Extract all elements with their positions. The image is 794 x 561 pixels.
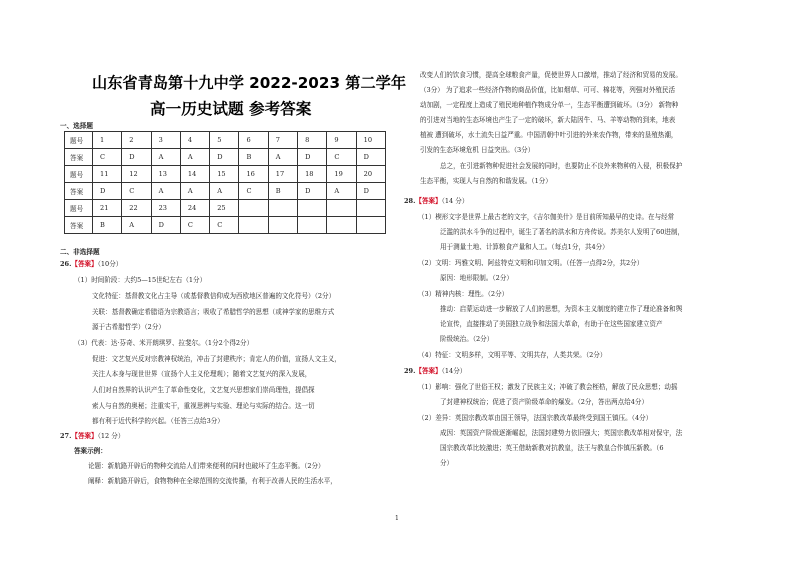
- q28-line: （1）楔形文字是世界上最古老的文字，《吉尔伽美什》是目前所知最早的史诗。在与经常: [418, 213, 675, 221]
- q27-continued-line: 引发的生态环境危机 日益突出。（3分）: [420, 146, 535, 154]
- table-number-cell: 20: [356, 166, 385, 183]
- q27-number: 27.: [60, 432, 72, 440]
- q29-line: 成因：英国资产阶级逐渐崛起，法国封建势力依旧强大；英国宗教改革相对保守，法: [440, 429, 683, 437]
- table-answer-cell: A: [327, 183, 356, 200]
- q26-line: 人们对自然界的认识产生了革命性变化，文艺复兴思想家们崇尚理性，提倡探: [92, 386, 315, 394]
- table-answer-cell: A: [268, 149, 297, 166]
- table-number-cell: 19: [327, 166, 356, 183]
- table-answer-cell: D: [298, 183, 327, 200]
- table-number-cell: 21: [93, 200, 122, 217]
- q28-score: （14 分）: [441, 197, 469, 205]
- table-answer-cell: C: [239, 183, 268, 200]
- document-subtitle: 高一历史试题 参考答案: [150, 100, 312, 118]
- table-row-label-answer: 答案: [65, 183, 93, 200]
- table-answer-cell: [356, 217, 385, 234]
- q27-continued-line: 生态平衡，实现人与自然的和谐发展。（1分）: [420, 177, 552, 185]
- q27-continued-line: 植被 遭到破坏，水土流失日益严重。中国清朝中叶引进的外来农作物，带来的垦殖热潮，: [420, 131, 678, 139]
- table-number-row: [65, 166, 386, 183]
- q27-continued-line: 的引进对当地的生态环境也产生了一定的破坏，新大陆因牛、马、羊等动物的到来，地表: [420, 116, 676, 124]
- q29-line: 分）: [440, 459, 454, 467]
- table-number-cell: 11: [93, 166, 122, 183]
- q27-continued-line: （3分） 为了追求一些经济作物的商品价值，比如烟草、可可、棉花等，列强对外殖民活: [420, 86, 676, 94]
- q29-line: （1）影响：强化了世俗王权；激发了民族主义；冲破了教会桎梏，解放了民众思想；动摇: [418, 383, 678, 391]
- q29-score: （14分）: [441, 367, 467, 375]
- table-number-cell: 2: [122, 132, 151, 149]
- table-number-row: [65, 200, 386, 217]
- table-row-label-number: 题号: [65, 200, 93, 217]
- table-row-label-number: 题号: [65, 166, 93, 183]
- q26-line: （3）代表：达·芬奇、米开朗琪罗、拉斐尔。（1分2个得2分）: [74, 339, 254, 347]
- table-answer-cell: B: [93, 217, 122, 234]
- q26-line: 关注人本身与现世世界（宣扬个人主义伦理观）；随着文艺复兴的深入发展，: [92, 370, 312, 378]
- table-answer-cell: C: [180, 217, 209, 234]
- q28-line: （4）特征：文明多样，文明平等、文明共存，人类共荣。（2分）: [418, 351, 607, 359]
- q28-line: 原因：地形限制。（2分）: [440, 274, 513, 282]
- table-number-cell: 7: [268, 132, 297, 149]
- table-number-cell: 4: [180, 132, 209, 149]
- table-answer-cell: A: [151, 183, 180, 200]
- q28-line: 论宣传，直接推动了美国独立战争和法国大革命，有助于在这些国家建立资产: [440, 320, 663, 328]
- table-number-cell: 22: [122, 200, 151, 217]
- table-answer-cell: B: [268, 183, 297, 200]
- q27-example-label: 答案示例：: [74, 447, 107, 455]
- table-answer-cell: C: [327, 149, 356, 166]
- table-number-cell: 6: [239, 132, 268, 149]
- table-number-cell: 10: [356, 132, 385, 149]
- q29-number: 29.: [404, 367, 416, 375]
- table-number-cell: 3: [151, 132, 180, 149]
- q27-continued-line: 动加剧，一定程度上造成了殖民地种植作物成分单一，生态平衡遭到破坏。（3分） 新物种: [420, 101, 679, 109]
- table-answer-cell: D: [210, 149, 239, 166]
- q26-line: （1）时间阶段：大约5—15世纪左右（1分）: [74, 276, 207, 284]
- q28-line: 阶级统治。（2分）: [440, 335, 494, 343]
- q26-line: 源于古希腊哲学）（2分）: [92, 323, 165, 331]
- document-title: 山东省青岛第十九中学 2022-2023 第二学年: [92, 74, 407, 92]
- table-number-row: [65, 132, 386, 149]
- table-answer-cell: C: [93, 149, 122, 166]
- table-number-cell: 13: [151, 166, 180, 183]
- q28-line: 泛滥的洪水斗争的过程中，诞生了著名的洪水和方舟传说。苏美尔人发明了60进制，: [440, 228, 685, 236]
- table-answer-cell: D: [356, 183, 385, 200]
- q26-line: 关联：基督教确定希腊语为宗教语言；吸收了希腊哲学的思想（或神学家的思维方式: [92, 308, 335, 316]
- table-number-cell: 16: [239, 166, 268, 183]
- table-answer-cell: [298, 217, 327, 234]
- table-answer-cell: [239, 217, 268, 234]
- table-number-cell: [356, 200, 385, 217]
- table-answer-cell: D: [122, 149, 151, 166]
- table-row-label-answer: 答案: [65, 217, 93, 234]
- q29-line: 国宗教改革比较激进；英王借助新教对抗教皇，法王与教皇合作镇压新教。（6: [440, 444, 664, 452]
- section-choice-heading: 一、选择题: [60, 122, 93, 130]
- q26-answer-tag: 【答案】: [71, 260, 98, 268]
- q29-line: （2）差异：英国宗教改革由国王领导，法国宗教改革最终受到国王镇压。（4分）: [418, 414, 653, 422]
- table-answer-row: [65, 149, 386, 166]
- q27-score: （12 分）: [97, 432, 125, 440]
- q27-line: 阐释：新航路开辟后，食物物种在全球范围的交流传播，有利于改善人民的生活水平，: [88, 477, 337, 485]
- table-number-cell: [327, 200, 356, 217]
- table-number-cell: [239, 200, 268, 217]
- table-answer-cell: [327, 217, 356, 234]
- table-answer-cell: C: [122, 183, 151, 200]
- q28-answer-tag: 【答案】: [415, 197, 442, 205]
- table-answer-cell: C: [210, 217, 239, 234]
- table-row-label-number: 题号: [65, 132, 93, 149]
- q29-line: 了封建神权统治；促进了资产阶级革命的爆发。（2分，答出两点给4分）: [440, 398, 649, 406]
- table-number-cell: 17: [268, 166, 297, 183]
- table-number-cell: [298, 200, 327, 217]
- q27-continued-line: 总之，在引进新物种促进社会发展的同时，也要防止不良外来物种的入侵，积极保护: [440, 162, 683, 170]
- q27-heading: [60, 432, 124, 440]
- table-answer-cell: A: [122, 217, 151, 234]
- table-number-cell: 23: [151, 200, 180, 217]
- table-answer-cell: D: [356, 149, 385, 166]
- q28-number: 28.: [404, 197, 416, 205]
- q28-heading: [404, 197, 468, 205]
- table-answer-cell: D: [93, 183, 122, 200]
- table-number-cell: 15: [210, 166, 239, 183]
- q26-heading: [60, 260, 122, 268]
- q26-line: 都有利于近代科学的兴起。（任答三点给3分）: [92, 417, 224, 425]
- q26-line: 促进：文艺复兴反对宗教神权统治，冲击了封建秩序；肯定人的价值，宣扬人文主义，: [92, 355, 341, 363]
- section-open-heading: 二、非选择题: [60, 248, 100, 256]
- q28-line: （3）精神内核：理性。（2分）: [418, 290, 509, 298]
- table-answer-row: [65, 217, 386, 234]
- table-answer-cell: B: [239, 149, 268, 166]
- table-number-cell: 9: [327, 132, 356, 149]
- table-answer-cell: A: [180, 149, 209, 166]
- q26-number: 26.: [60, 260, 72, 268]
- table-answer-row: [65, 183, 386, 200]
- table-answer-cell: D: [151, 217, 180, 234]
- q29-answer-tag: 【答案】: [415, 367, 442, 375]
- table-answer-cell: A: [151, 149, 180, 166]
- table-number-cell: 25: [210, 200, 239, 217]
- table-number-cell: 12: [122, 166, 151, 183]
- table-number-cell: 24: [180, 200, 209, 217]
- table-number-cell: 18: [298, 166, 327, 183]
- q27-line: 论题：新航路开辟后的物种交流给人们带来便利的同时也破坏了生态平衡。（2分）: [88, 462, 325, 470]
- table-answer-cell: A: [180, 183, 209, 200]
- q26-line: 文化特征：基督教文化占主导（或基督教信仰成为西欧地区普遍的文化符号）（2分）: [92, 292, 336, 300]
- table-row-label-answer: 答案: [65, 149, 93, 166]
- answer-table: [64, 131, 386, 234]
- page-number: 1: [395, 515, 399, 522]
- q27-continued-line: 改变人们的饮食习惯，提高全球粮食产量，促使世界人口激增，推动了经济和贸易的发展。: [420, 71, 682, 79]
- q26-line: 索人与自然的奥秘；注重实干，重视思辨与实验、理论与实际的结合。这一切: [92, 402, 315, 410]
- table-number-cell: 8: [298, 132, 327, 149]
- table-answer-cell: [268, 217, 297, 234]
- q27-answer-tag: 【答案】: [71, 432, 98, 440]
- q28-line: （2）文明：玛雅文明、阿兹特克文明和印加文明。（任答一点得2分，共2分）: [418, 259, 644, 267]
- q26-score: （10分）: [97, 260, 123, 268]
- table-number-cell: 1: [93, 132, 122, 149]
- q28-line: 推动：启蒙运动进一步解放了人们的思想，为资本主义制度的建立作了理论准备和舆: [440, 305, 683, 313]
- table-answer-cell: A: [210, 183, 239, 200]
- table-number-cell: 5: [210, 132, 239, 149]
- q28-line: 用于测量土地、计算粮食产量和人工。（每点1分，共4分）: [440, 243, 609, 251]
- table-number-cell: 14: [180, 166, 209, 183]
- table-number-cell: [268, 200, 297, 217]
- table-answer-cell: D: [298, 149, 327, 166]
- q29-heading: [404, 367, 466, 375]
